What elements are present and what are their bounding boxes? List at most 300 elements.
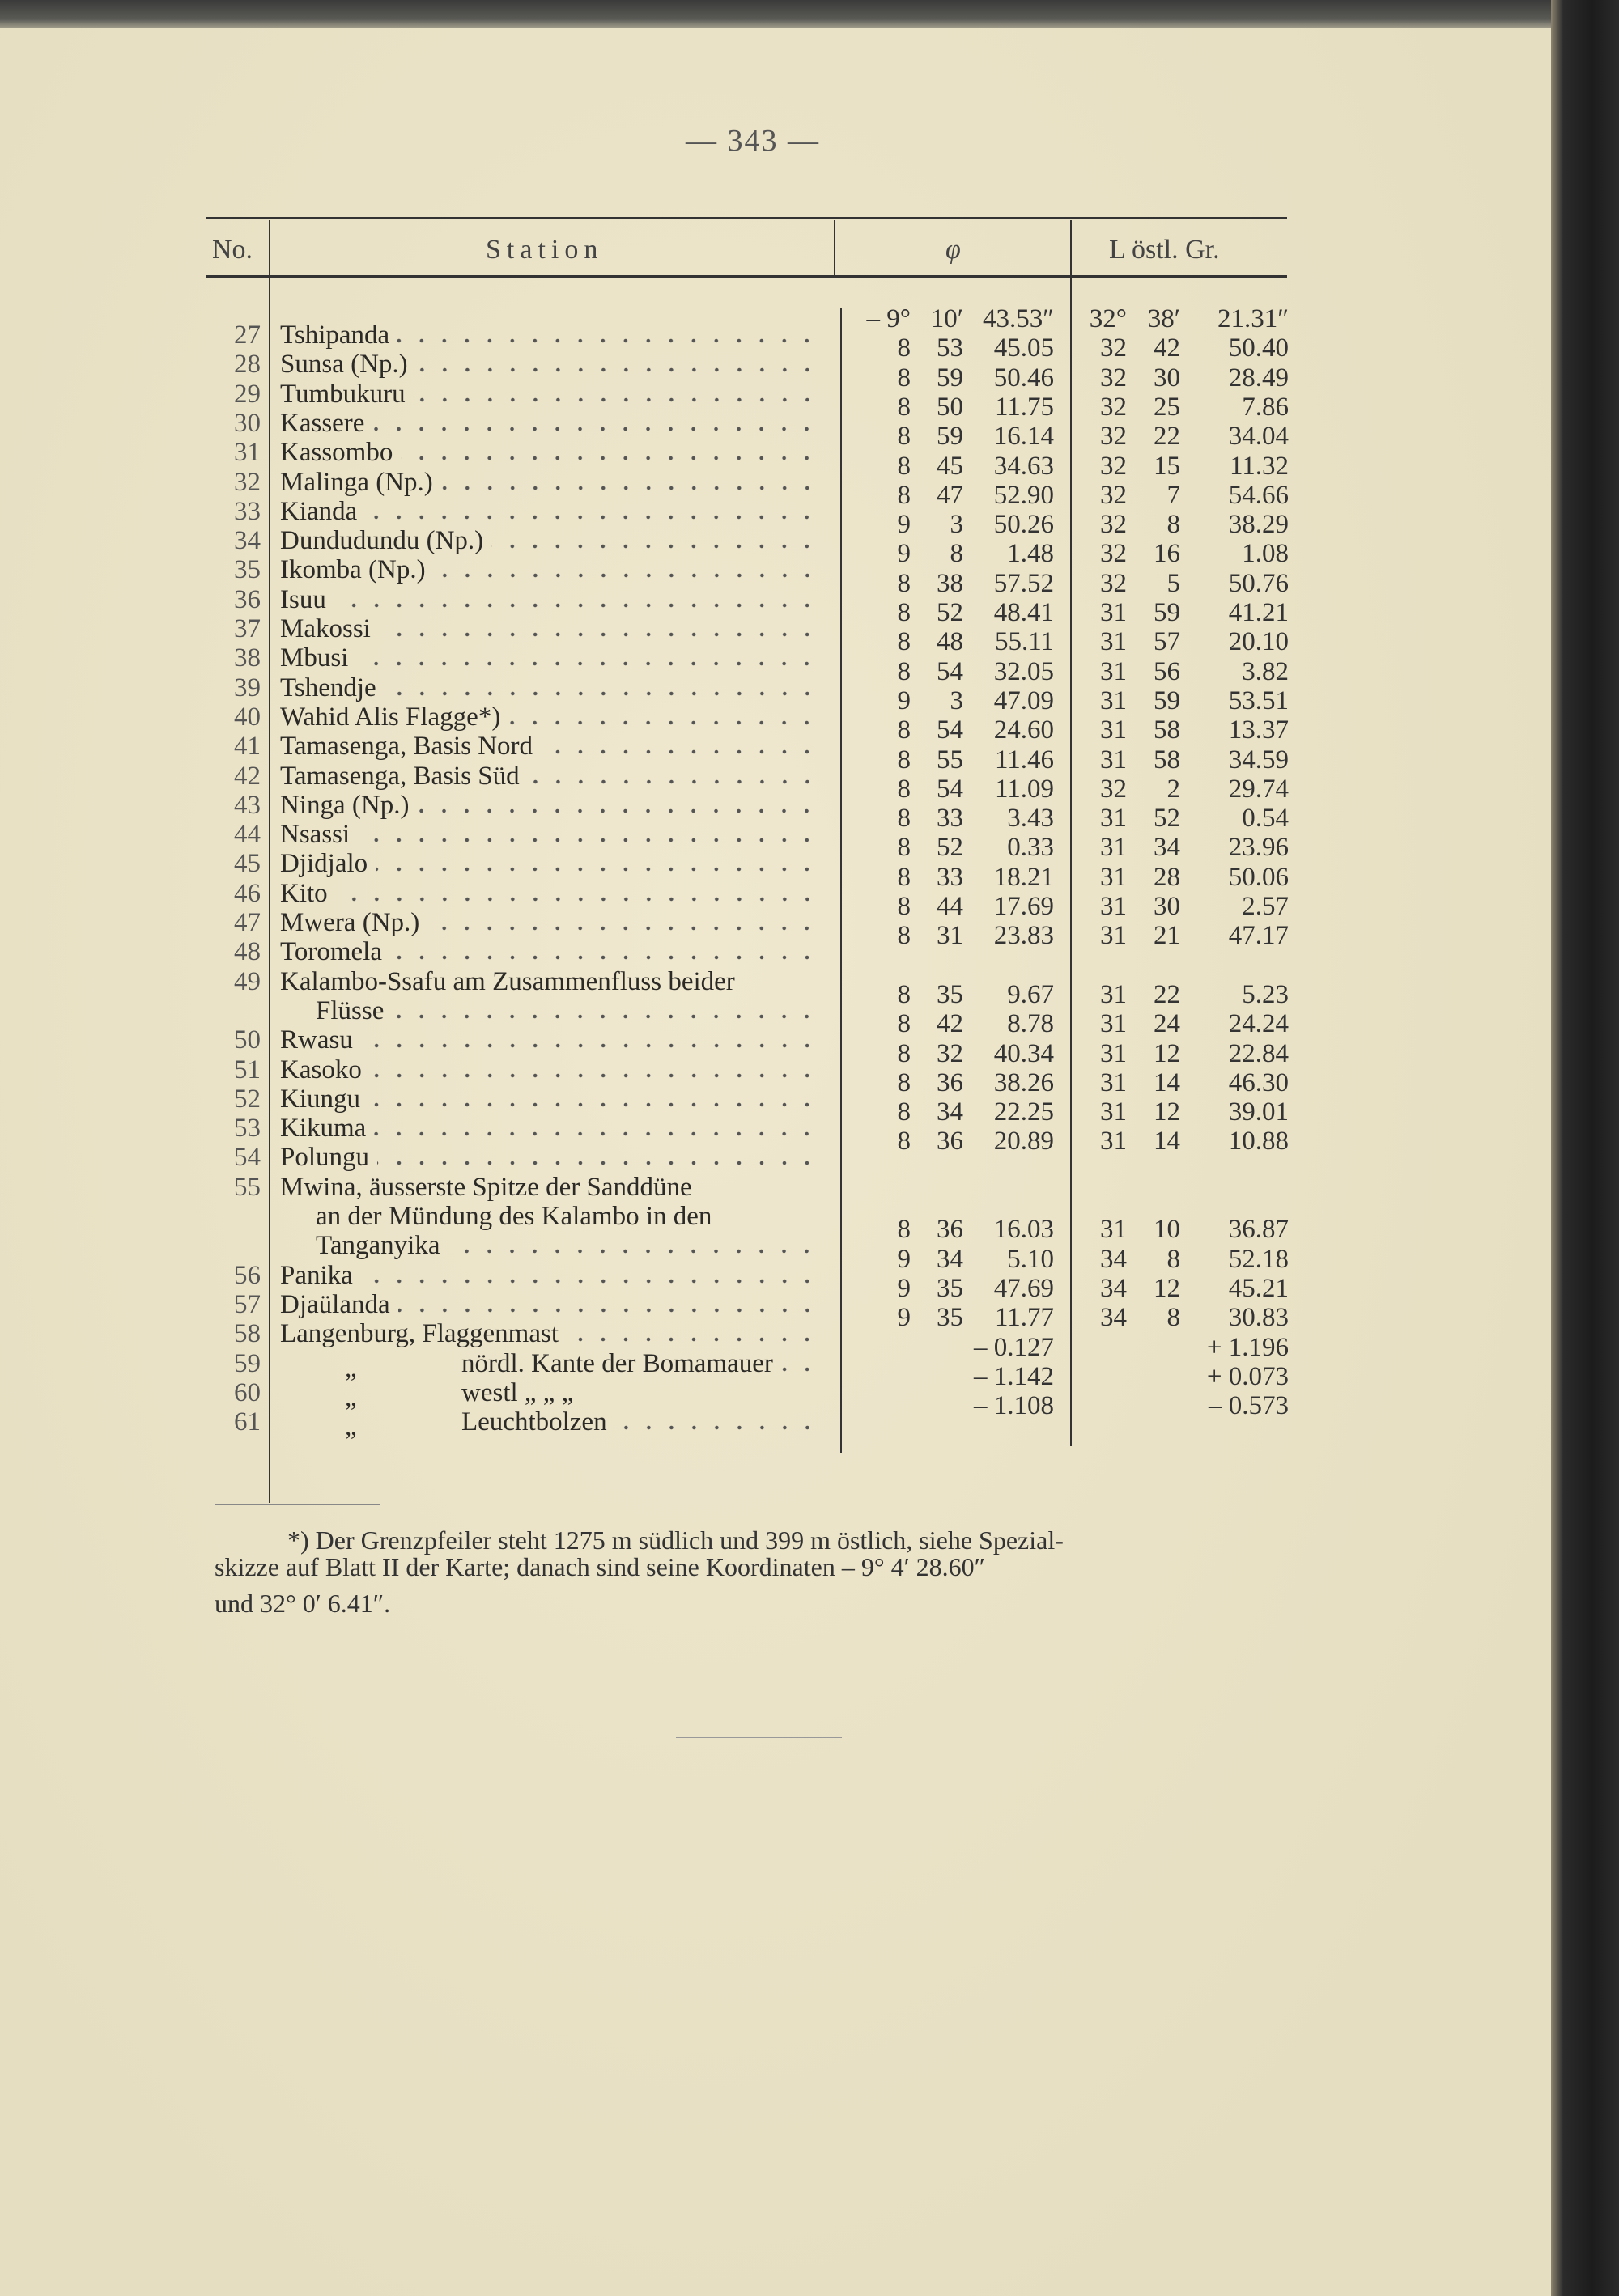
station-number: 50 <box>234 1025 261 1055</box>
latitude-seconds: 40.34 <box>993 1038 1054 1068</box>
station-name-text: Tamasenga, Basis Nord <box>280 732 533 762</box>
longitude-minutes: 10 <box>1154 1215 1180 1245</box>
longitude-degrees: 31 <box>1100 1097 1127 1127</box>
latitude-minutes: 59 <box>937 422 963 452</box>
latitude-minutes: 52 <box>937 833 963 863</box>
latitude-seconds: 34.63 <box>993 451 1054 481</box>
footnote-line: und 32° 0′ 6.41″. <box>215 1589 391 1618</box>
station-number: 40 <box>234 702 261 732</box>
longitude-minutes: 52 <box>1154 804 1180 834</box>
latitude-minutes: 32 <box>937 1038 963 1068</box>
station-name <box>280 820 818 850</box>
station-name-text: Polungu <box>280 1143 370 1173</box>
latitude-seconds: 48.41 <box>993 598 1054 627</box>
latitude-seconds: 52.90 <box>993 480 1054 510</box>
station-number: 36 <box>234 584 261 614</box>
longitude-minutes: 34 <box>1154 833 1180 863</box>
station-name-text: Kalambo-Ssafu am Zusammenfluss beider <box>280 966 735 996</box>
latitude-minutes: 59 <box>937 363 963 393</box>
longitude-degrees: 32 <box>1100 363 1127 393</box>
latitude-seconds: 23.83 <box>993 921 1054 951</box>
longitude-seconds: 36.87 <box>1228 1215 1289 1245</box>
station-name <box>280 1407 818 1442</box>
longitude-degrees: 31 <box>1100 804 1127 834</box>
latitude-minutes: 34 <box>937 1244 963 1274</box>
longitude-seconds: 7.86 <box>1242 392 1289 422</box>
station-name-text: Kito <box>280 878 328 908</box>
latitude-seconds: 11.75 <box>994 392 1054 422</box>
station-number: 38 <box>234 643 261 673</box>
longitude-seconds: 34.04 <box>1228 422 1289 452</box>
latitude-degrees: 8 <box>897 363 911 393</box>
latitude-degrees: 9 <box>897 1303 911 1333</box>
station-number: 54 <box>234 1143 261 1173</box>
station-number: 27 <box>234 320 261 350</box>
latitude-degrees: – 9° <box>866 304 911 333</box>
station-number: 60 <box>234 1377 261 1407</box>
longitude-minutes: 25 <box>1154 392 1180 422</box>
latitude-degrees: 9 <box>897 510 911 540</box>
dot-leader <box>334 602 818 609</box>
latitude-minutes: 42 <box>937 1009 963 1039</box>
longitude-degrees: 32 <box>1100 510 1127 540</box>
station-name <box>280 937 818 967</box>
latitude-minutes: 31 <box>937 921 963 951</box>
latitude-minutes: 54 <box>937 715 963 745</box>
latitude-minutes: 10′ <box>930 304 963 333</box>
station-name <box>280 762 818 792</box>
station-name <box>280 849 818 879</box>
latitude-minutes: 34 <box>937 1097 963 1127</box>
station-name <box>280 1055 818 1085</box>
station-name-text: Tshipanda <box>280 320 390 350</box>
station-name <box>280 673 818 703</box>
latitude-seconds: 16.03 <box>993 1215 1054 1245</box>
longitude-seconds: 39.01 <box>1228 1097 1289 1127</box>
longitude-minutes: 59 <box>1154 598 1180 627</box>
latitude-seconds: 57.52 <box>993 568 1054 598</box>
station-number: 43 <box>234 790 261 820</box>
station-name <box>280 468 818 498</box>
station-number: 52 <box>234 1084 261 1114</box>
longitude-minutes: 8 <box>1166 510 1180 540</box>
station-name <box>280 380 818 410</box>
station-number: 34 <box>234 526 261 556</box>
latitude-minutes: 44 <box>937 892 963 921</box>
longitude-degrees: 32 <box>1100 568 1127 598</box>
longitude-degrees: 31 <box>1100 862 1127 892</box>
latitude-seconds: 47.09 <box>993 685 1054 715</box>
longitude-degrees: 31 <box>1100 921 1127 951</box>
latitude-degrees: 8 <box>897 892 911 921</box>
latitude-seconds: 11.46 <box>994 745 1054 775</box>
station-name-text: Mbusi <box>280 643 349 673</box>
latitude-degrees: 8 <box>897 1097 911 1127</box>
longitude-degrees: 32 <box>1100 422 1127 452</box>
latitude-minutes: 33 <box>937 804 963 834</box>
latitude-degrees: 8 <box>897 480 911 510</box>
longitude-degrees: 31 <box>1100 833 1127 863</box>
table-header-rule <box>206 275 1287 278</box>
station-number: 45 <box>234 849 261 879</box>
station-name <box>280 732 818 762</box>
station-number: 41 <box>234 732 261 762</box>
latitude-degrees: 8 <box>897 333 911 363</box>
station-name-text: Kassombo <box>280 438 393 468</box>
dot-leader <box>392 1013 818 1020</box>
latitude-minutes: 35 <box>937 979 963 1009</box>
longitude-seconds: 21.31″ <box>1217 304 1289 333</box>
dot-leader <box>336 896 818 902</box>
longitude-degrees: 31 <box>1100 1009 1127 1039</box>
station-name-text: westl „ „ „ <box>461 1377 574 1407</box>
station-name-text: Kasoko <box>280 1055 362 1084</box>
station-name-text: Djaülanda <box>280 1289 390 1319</box>
dot-leader <box>491 543 818 550</box>
footnote-rule <box>215 1504 380 1505</box>
page-number: — 343 — <box>686 124 820 158</box>
longitude-seconds: 5.23 <box>1242 979 1289 1009</box>
header-station: Station <box>486 235 604 265</box>
station-number: 37 <box>234 614 261 643</box>
longitude-seconds: 50.06 <box>1228 862 1289 892</box>
longitude-seconds: 50.40 <box>1228 333 1289 363</box>
station-name-text: Ninga (Np.) <box>280 790 410 820</box>
station-number: 55 <box>234 1172 261 1202</box>
longitude-seconds: 1.08 <box>1242 539 1289 569</box>
latitude-degrees: 8 <box>897 627 911 657</box>
longitude-degrees: 31 <box>1100 715 1127 745</box>
station-number: 31 <box>234 438 261 468</box>
station-name-text: Isuu <box>280 584 326 614</box>
dot-leader <box>379 631 818 638</box>
longitude-minutes: 12 <box>1154 1273 1180 1303</box>
station-name <box>280 1173 818 1203</box>
station-number: 44 <box>234 820 261 850</box>
longitude-minutes: 22 <box>1154 422 1180 452</box>
latitude-seconds: 45.05 <box>993 333 1054 363</box>
station-name <box>280 1114 818 1144</box>
latitude-degrees: 8 <box>897 1009 911 1039</box>
longitude-degrees: 32° <box>1089 304 1127 333</box>
station-name <box>280 1261 818 1291</box>
station-number: 56 <box>234 1260 261 1290</box>
dot-leader <box>358 837 818 843</box>
latitude-minutes: 45 <box>937 451 963 481</box>
latitude-degrees: 8 <box>897 1215 911 1245</box>
dot-leader <box>441 485 818 491</box>
dot-leader <box>361 1042 818 1049</box>
longitude-seconds: 10.88 <box>1228 1127 1289 1156</box>
latitude-seconds: 38.26 <box>993 1067 1054 1097</box>
station-name-text: Kianda <box>280 496 358 526</box>
latitude-degrees: 8 <box>897 862 911 892</box>
longitude-seconds: 13.37 <box>1228 715 1289 745</box>
latitude-degrees: 8 <box>897 921 911 951</box>
station-name-text: Kikuma <box>280 1114 367 1144</box>
latitude-seconds: 20.89 <box>993 1127 1054 1156</box>
latitude-minutes: 52 <box>937 598 963 627</box>
latitude-minutes: 35 <box>937 1303 963 1333</box>
longitude-seconds: + 1.196 <box>1206 1332 1289 1362</box>
longitude-degrees: 31 <box>1100 1067 1127 1097</box>
station-name-text: Tamasenga, Basis Süd <box>280 761 520 791</box>
dot-leader <box>417 808 818 814</box>
station-name <box>280 320 818 350</box>
longitude-seconds: 22.84 <box>1228 1038 1289 1068</box>
station-name-text: Dundudundu (Np.) <box>280 526 484 556</box>
latitude-minutes: 36 <box>937 1215 963 1245</box>
latitude-degrees: 8 <box>897 451 911 481</box>
station-name-text: Wahid Alis Flagge*) <box>280 702 501 732</box>
dot-leader <box>541 749 818 755</box>
dot-leader <box>397 337 818 344</box>
latitude-minutes: 38 <box>937 568 963 598</box>
latitude-minutes: 50 <box>937 392 963 422</box>
longitude-minutes: 14 <box>1154 1067 1180 1097</box>
station-number: 32 <box>234 467 261 497</box>
longitude-minutes: 16 <box>1154 539 1180 569</box>
longitude-minutes: 8 <box>1166 1244 1180 1274</box>
station-name <box>280 879 818 909</box>
latitude-minutes: 35 <box>937 1273 963 1303</box>
dot-leader <box>361 1278 818 1284</box>
footnote-line: *) Der Grenzpfeiler steht 1275 m südlich und 399 m östlich, siehe Spezial- <box>287 1526 1064 1555</box>
latitude-seconds: 18.21 <box>993 862 1054 892</box>
station-name-text: Ikomba (Np.) <box>280 555 426 585</box>
station-name <box>280 1143 818 1173</box>
station-name-text: Tanganyika <box>316 1231 440 1261</box>
station-name <box>280 614 818 644</box>
station-name <box>316 1202 818 1232</box>
longitude-seconds: 23.96 <box>1228 833 1289 863</box>
station-number: 42 <box>234 761 261 791</box>
station-name-text: Nsassi <box>280 820 351 850</box>
latitude-degrees: 9 <box>897 685 911 715</box>
latitude-minutes: 54 <box>937 774 963 804</box>
latitude-seconds: 47.69 <box>993 1273 1054 1303</box>
station-name <box>280 1025 818 1055</box>
longitude-degrees: 34 <box>1100 1244 1127 1274</box>
longitude-degrees: 31 <box>1100 598 1127 627</box>
longitude-degrees: 32 <box>1100 774 1127 804</box>
longitude-minutes: 12 <box>1154 1038 1180 1068</box>
footnote-line: skizze auf Blatt II der Karte; danach sind seine Koordinaten – 9° 4′ 28.60″ <box>215 1552 985 1581</box>
dot-leader <box>374 1131 818 1137</box>
longitude-degrees: 31 <box>1100 745 1127 775</box>
station-name <box>280 350 818 380</box>
latitude-minutes: 55 <box>937 745 963 775</box>
column-divider-station <box>834 220 835 277</box>
dot-leader <box>398 1307 818 1314</box>
station-name-text: Langenburg, Flaggenmast <box>280 1319 559 1349</box>
dot-leader <box>416 367 818 373</box>
longitude-seconds: 0.54 <box>1242 804 1289 834</box>
longitude-degrees: 32 <box>1100 392 1127 422</box>
longitude-seconds: 24.24 <box>1228 1009 1289 1039</box>
longitude-seconds: 54.66 <box>1228 480 1289 510</box>
longitude-minutes: 24 <box>1154 1009 1180 1039</box>
latitude-seconds: – 1.108 <box>974 1391 1054 1421</box>
station-number: 58 <box>234 1319 261 1349</box>
latitude-degrees: 8 <box>897 568 911 598</box>
station-name <box>280 967 818 997</box>
station-name-text: Kassere <box>280 408 365 438</box>
station-name-text: nördl. Kante der Bomamauer <box>461 1348 773 1378</box>
latitude-seconds: 9.67 <box>1007 979 1054 1009</box>
station-name-text: an der Mündung des Kalambo in den <box>316 1201 712 1231</box>
header-longitude: L östl. Gr. <box>1109 235 1220 265</box>
latitude-degrees: 8 <box>897 598 911 627</box>
longitude-minutes: 15 <box>1154 451 1180 481</box>
station-number: 47 <box>234 908 261 937</box>
station-name <box>280 791 818 821</box>
latitude-degrees: 8 <box>897 392 911 422</box>
dot-leader <box>385 690 818 697</box>
station-name <box>316 1231 818 1261</box>
longitude-seconds: 50.76 <box>1228 568 1289 598</box>
longitude-minutes: 30 <box>1154 892 1180 921</box>
longitude-minutes: 42 <box>1154 333 1180 363</box>
station-name <box>280 1319 818 1349</box>
longitude-minutes: 58 <box>1154 715 1180 745</box>
station-name <box>280 438 818 468</box>
station-name <box>280 585 818 615</box>
station-number: 49 <box>234 966 261 996</box>
longitude-degrees: 34 <box>1100 1273 1127 1303</box>
station-name-text: Makossi <box>280 614 371 643</box>
latitude-minutes: 36 <box>937 1127 963 1156</box>
longitude-minutes: 56 <box>1154 656 1180 686</box>
station-name-text: Flüsse <box>316 995 385 1025</box>
station-number: 29 <box>234 379 261 409</box>
latitude-seconds: 8.78 <box>1007 1009 1054 1039</box>
longitude-minutes: 8 <box>1166 1303 1180 1333</box>
station-name-text: Mwina, äusserste Spitze der Sanddüne <box>280 1172 692 1202</box>
latitude-seconds: 50.46 <box>993 363 1054 393</box>
longitude-minutes: 30 <box>1154 363 1180 393</box>
longitude-minutes: 21 <box>1154 921 1180 951</box>
dot-leader <box>528 779 818 785</box>
station-name-text: Sunsa (Np.) <box>280 350 408 380</box>
longitude-seconds: + 0.073 <box>1206 1361 1289 1391</box>
ditto-mark: „ <box>345 1382 357 1412</box>
dot-leader <box>370 1072 818 1079</box>
longitude-seconds: 2.57 <box>1242 892 1289 921</box>
station-name <box>280 1084 818 1114</box>
longitude-degrees: 32 <box>1100 451 1127 481</box>
book-binding <box>1551 0 1619 2296</box>
dot-leader <box>508 719 818 726</box>
latitude-seconds: 50.26 <box>993 510 1054 540</box>
longitude-minutes: 58 <box>1154 745 1180 775</box>
latitude-degrees: 9 <box>897 1273 911 1303</box>
header-latitude: φ <box>945 235 961 265</box>
dot-leader <box>372 426 818 432</box>
dot-leader <box>356 660 818 667</box>
longitude-seconds: 29.74 <box>1228 774 1289 804</box>
station-name <box>280 555 818 585</box>
ditto-mark: „ <box>345 1353 357 1383</box>
station-number: 57 <box>234 1289 261 1319</box>
latitude-seconds: 32.05 <box>993 656 1054 686</box>
latitude-degrees: 8 <box>897 1127 911 1156</box>
latitude-seconds: 16.14 <box>993 422 1054 452</box>
latitude-seconds: 0.33 <box>1007 833 1054 863</box>
longitude-minutes: 7 <box>1166 480 1180 510</box>
station-number: 48 <box>234 937 261 967</box>
station-number: 61 <box>234 1407 261 1437</box>
latitude-degrees: 8 <box>897 979 911 1009</box>
station-name <box>280 409 818 439</box>
latitude-seconds: 1.48 <box>1007 539 1054 569</box>
longitude-minutes: 2 <box>1166 774 1180 804</box>
station-name-text: Toromela <box>280 937 382 967</box>
longitude-minutes: 28 <box>1154 862 1180 892</box>
station-name <box>280 702 818 732</box>
station-name-text: Malinga (Np.) <box>280 467 433 497</box>
latitude-seconds: – 1.142 <box>974 1361 1054 1391</box>
station-name-text: Tshendje <box>280 673 376 702</box>
latitude-seconds: 24.60 <box>993 715 1054 745</box>
longitude-seconds: 41.21 <box>1228 598 1289 627</box>
station-name-text: Mwera (Np.) <box>280 908 420 937</box>
longitude-seconds: 46.30 <box>1228 1067 1289 1097</box>
longitude-seconds: 45.21 <box>1228 1273 1289 1303</box>
station-name-text: Tumbukuru <box>280 379 406 409</box>
latitude-minutes: 3 <box>950 685 963 715</box>
latitude-seconds: 5.10 <box>1007 1244 1054 1274</box>
dot-leader <box>377 1160 818 1166</box>
latitude-degrees: 9 <box>897 1244 911 1274</box>
longitude-seconds: 52.18 <box>1228 1244 1289 1274</box>
dot-leader <box>376 866 818 872</box>
longitude-minutes: 14 <box>1154 1127 1180 1156</box>
station-name <box>280 497 818 527</box>
station-number: 35 <box>234 555 261 585</box>
latitude-seconds: 17.69 <box>993 892 1054 921</box>
longitude-degrees: 31 <box>1100 656 1127 686</box>
longitude-degrees: 31 <box>1100 1038 1127 1068</box>
longitude-seconds: 53.51 <box>1228 685 1289 715</box>
station-name <box>280 908 818 938</box>
dot-leader <box>414 397 818 403</box>
latitude-degrees: 8 <box>897 774 911 804</box>
longitude-minutes: 12 <box>1154 1097 1180 1127</box>
latitude-minutes: 33 <box>937 862 963 892</box>
station-number: 59 <box>234 1348 261 1378</box>
station-name <box>280 643 818 673</box>
latitude-degrees: 8 <box>897 833 911 863</box>
longitude-minutes: 38′ <box>1147 304 1180 333</box>
dot-leader <box>434 572 818 579</box>
longitude-degrees: 32 <box>1100 539 1127 569</box>
longitude-seconds: 30.83 <box>1228 1303 1289 1333</box>
latitude-seconds: 11.09 <box>994 774 1054 804</box>
station-number: 51 <box>234 1055 261 1084</box>
station-number: 28 <box>234 350 261 380</box>
longitude-degrees: 31 <box>1100 1127 1127 1156</box>
longitude-degrees: 31 <box>1100 979 1127 1009</box>
longitude-minutes: 59 <box>1154 685 1180 715</box>
longitude-degrees: 31 <box>1100 685 1127 715</box>
latitude-degrees: 8 <box>897 1067 911 1097</box>
dot-leader <box>365 514 818 520</box>
dot-leader <box>427 925 818 932</box>
latitude-seconds: 3.43 <box>1007 804 1054 834</box>
longitude-minutes: 22 <box>1154 979 1180 1009</box>
station-name-text: Panika <box>280 1260 353 1290</box>
